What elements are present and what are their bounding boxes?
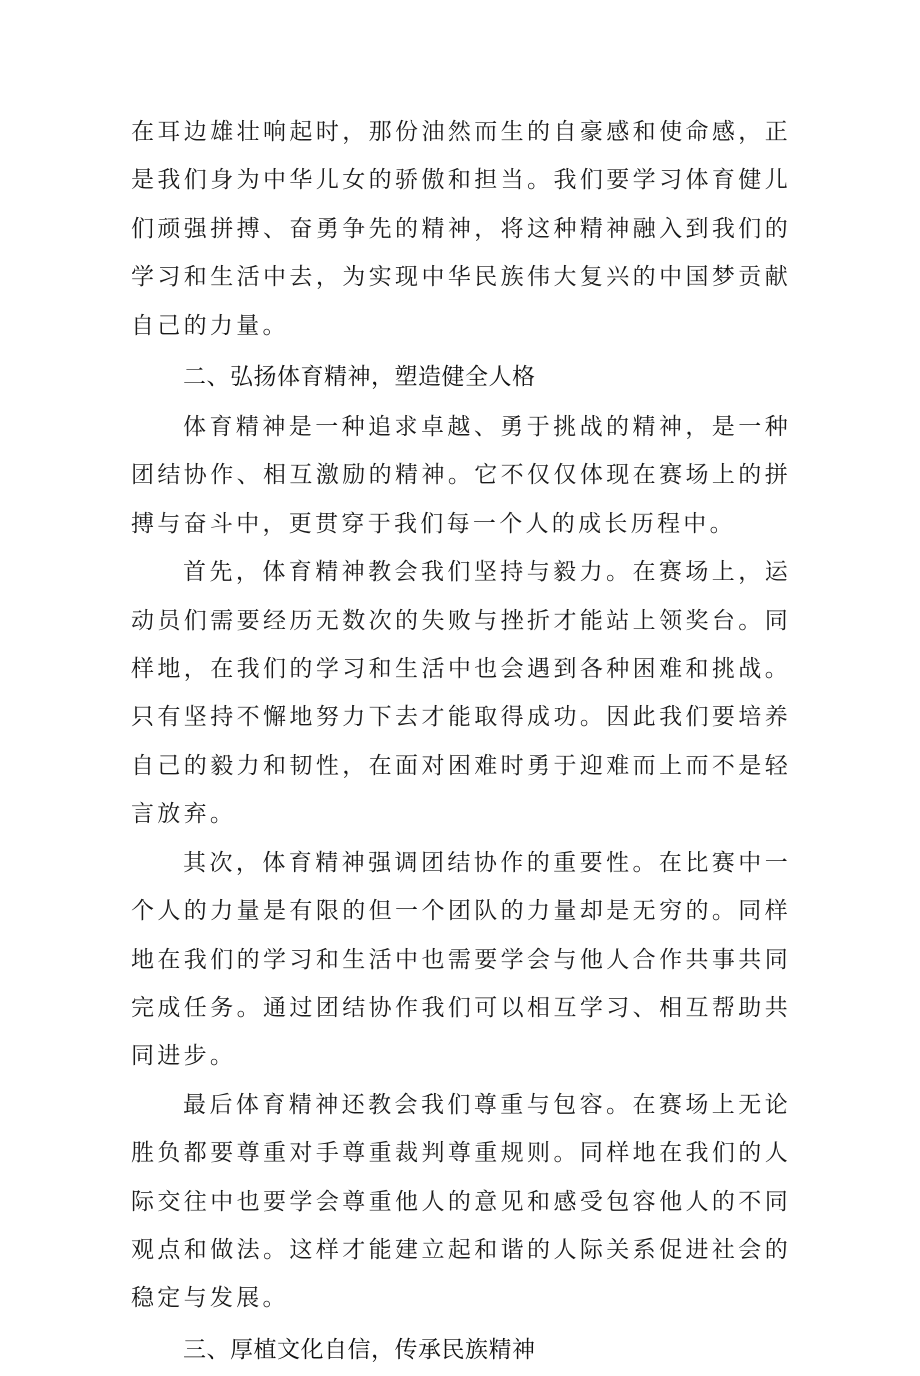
section-heading-2: 二、弘扬体育精神，塑造健全人格 — [183, 364, 536, 391]
paragraph-sports-spirit: 体育精神是一种追求卓越、勇于挑战的精神，是一种团结协作、相互激励的精神。它不仅仅体现在赛场上的拼搏与奋斗中，更贯穿于我们每一个人的成长历程中。 — [131, 414, 791, 537]
paragraph-perseverance: 首先，体育精神教会我们坚持与毅力。在赛场上，运动员们需要经历无数次的失败与挫折才能站上领奖台。同样地，在我们的学习和生活中也会遇到各种困难和挑战。只有坚持不懈地努力下去才能取得成功。因此我们要培养自己的毅力和韧性，在面对困难时勇于迎难而上而不是轻言放弃。 — [131, 559, 791, 828]
paragraph-respect: 最后体育精神还教会我们尊重与包容。在赛场上无论胜负都要尊重对手尊重裁判尊重规则。同样地在我们的人际交往中也要学会尊重他人的意见和感受包容他人的不同观点和做法。这样才能建立起和谐的人际关系促进社会的稳定与发展。 — [131, 1091, 791, 1312]
paragraph-teamwork: 其次，体育精神强调团结协作的重要性。在比赛中一个人的力量是有限的但一个团队的力量却是无穷的。同样地在我们的学习和生活中也需要学会与他人合作共事共同完成任务。通过团结协作我们可以相互学习、相互帮助共同进步。 — [131, 849, 791, 1070]
document-body — [131, 108, 791, 1376]
section-heading-3: 三、厚植文化自信，传承民族精神 — [183, 1336, 536, 1363]
paragraph-intro-tail: 在耳边雄壮响起时，那份油然而生的自豪感和使命感，正是我们身为中华儿女的骄傲和担当。我们要学习体育健儿们顽强拼搏、奋勇争先的精神，将这种精神融入到我们的学习和生活中去，为实现中华民族伟大复兴的中国梦贡献自己的力量。 — [131, 119, 791, 339]
